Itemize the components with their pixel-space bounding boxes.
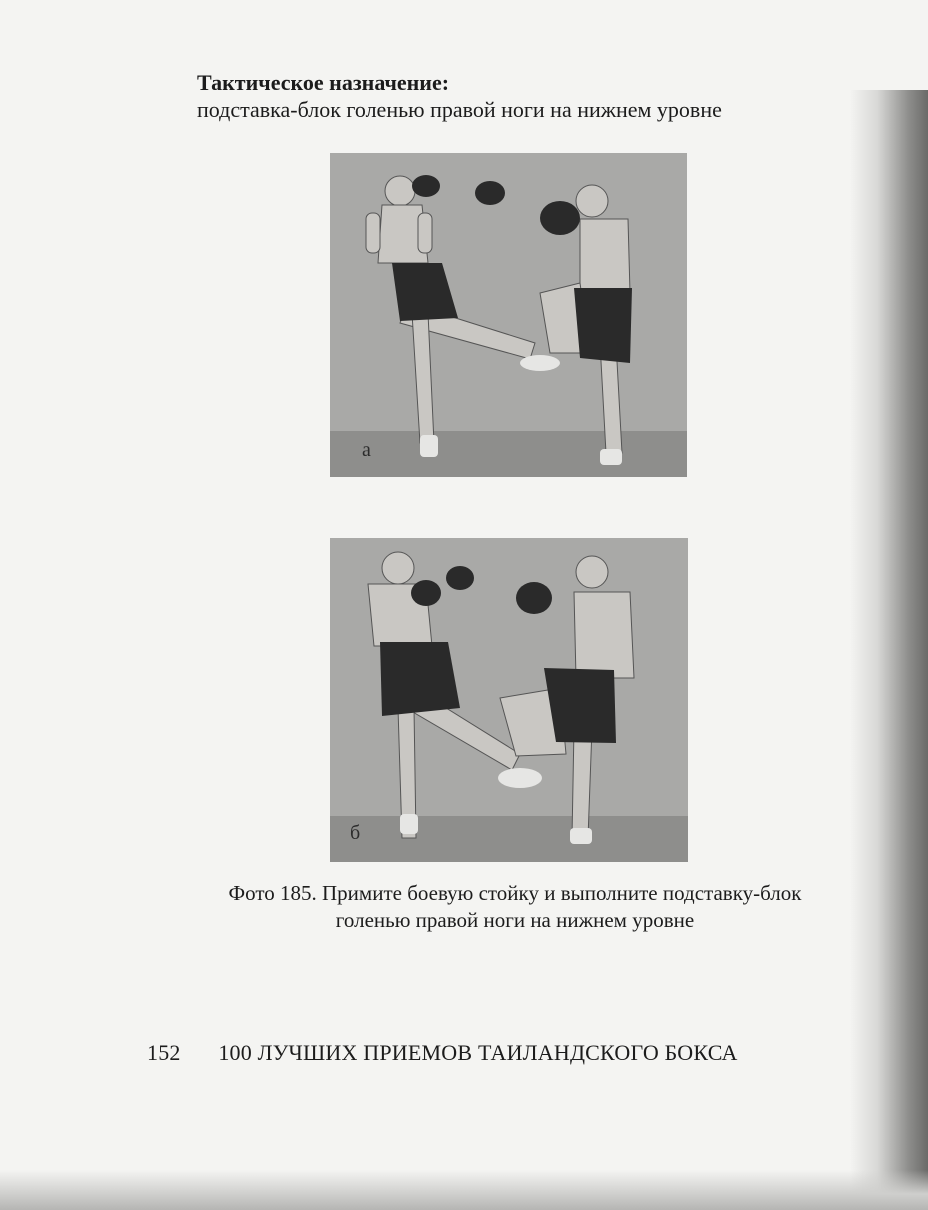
- photo-b: [330, 538, 688, 862]
- photo-b-illustration: [330, 538, 688, 862]
- bottom-page-shadow: [0, 1170, 928, 1210]
- right-page-shadow: [850, 90, 928, 1210]
- section-heading: Тактическое назначение:: [197, 70, 450, 95]
- page-footer: [147, 1040, 738, 1066]
- page-number: 152: [147, 1040, 181, 1065]
- caption-line-2: голенью правой ноги на нижнем уровне: [335, 908, 695, 932]
- caption-line-1: Фото 185. Примите боевую стойку и выполните подставку-блок: [228, 881, 802, 905]
- photo-a: [330, 153, 687, 477]
- section-subheading: подставка-блок голенью правой ноги на нижнем уровне: [197, 97, 722, 122]
- photo-caption: [100, 880, 928, 934]
- photo-a-label: а: [362, 439, 371, 461]
- photo-b-label: б: [350, 822, 361, 844]
- photo-a-illustration: [330, 153, 687, 477]
- book-title: 100 ЛУЧШИХ ПРИЕМОВ ТАИЛАНДСКОГО БОКСА: [218, 1040, 738, 1065]
